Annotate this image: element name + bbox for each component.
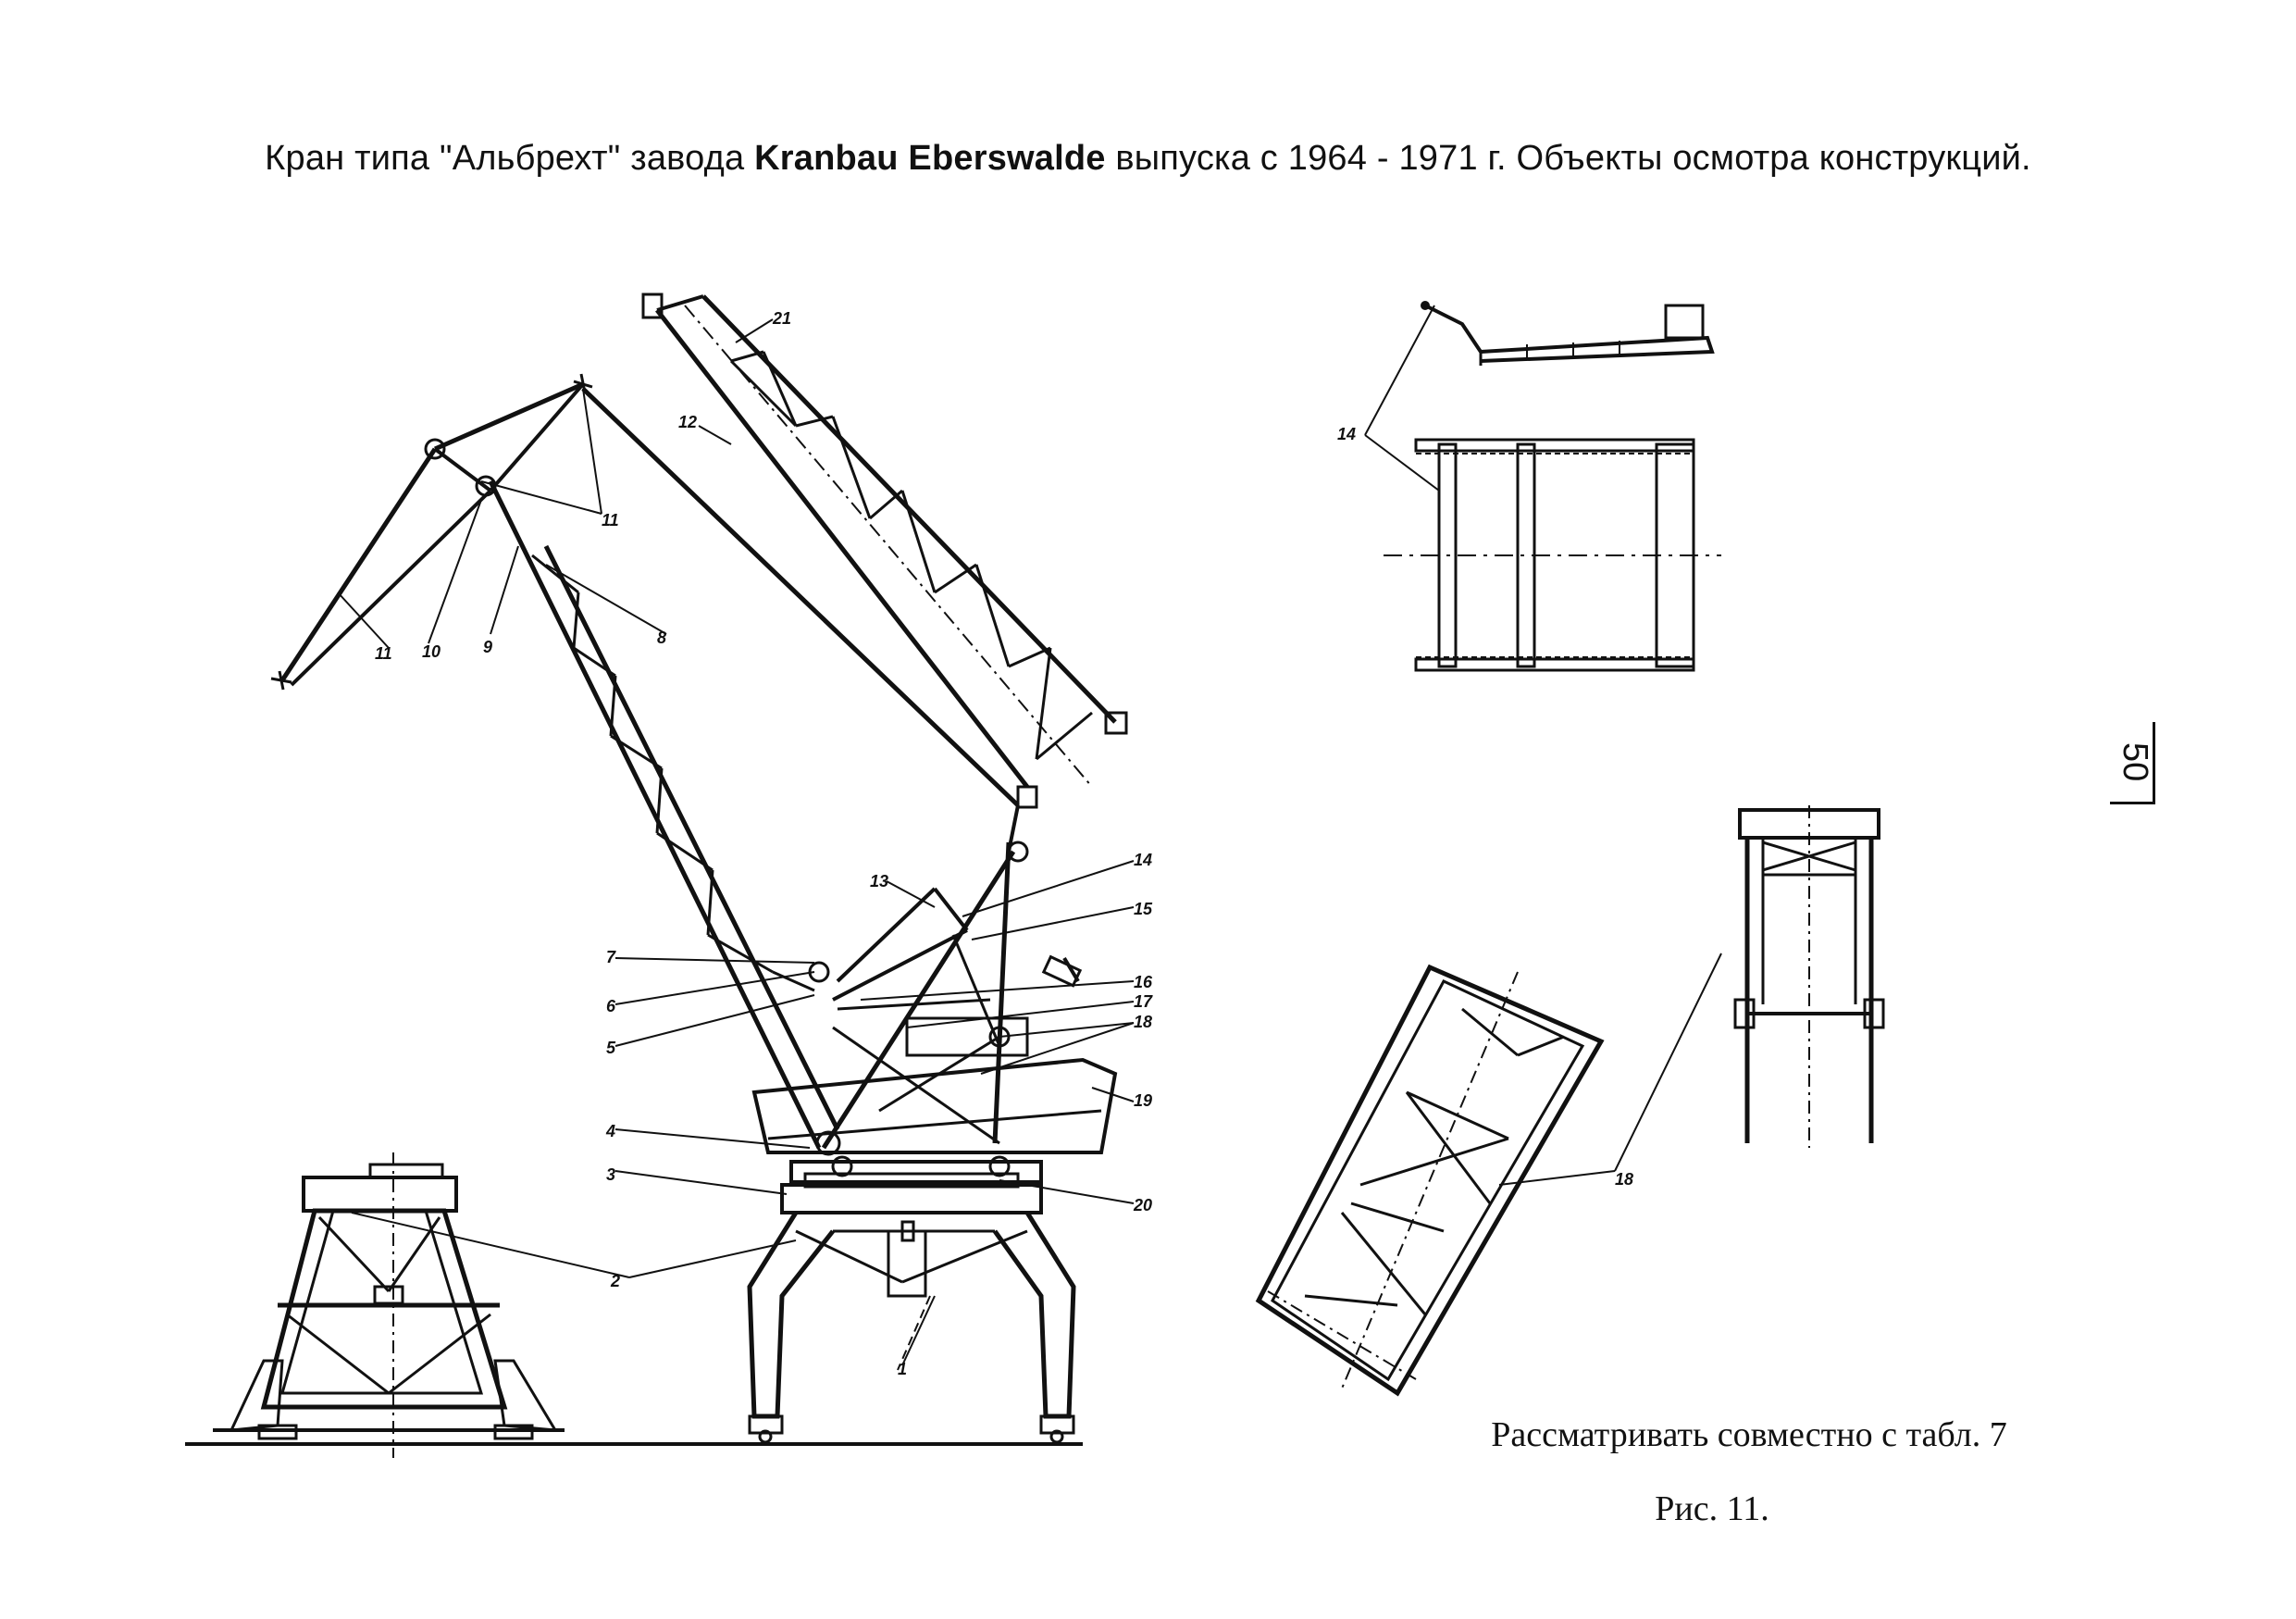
callout-1: 1 xyxy=(898,1360,908,1378)
counter-jib xyxy=(643,294,1126,807)
detail-tilted-frame xyxy=(1259,967,1601,1393)
figure-caption: Рис. 11. xyxy=(1655,1489,1769,1528)
page-number-text: 50 xyxy=(2116,742,2154,782)
callout-numbers xyxy=(375,309,1633,1378)
callout-21: 21 xyxy=(773,309,792,328)
title-part-1: Кран типа "Альбрехт" завода xyxy=(265,139,755,178)
callout-7: 7 xyxy=(606,948,616,966)
callout-18-detail: 18 xyxy=(1615,1170,1634,1189)
callout-9: 9 xyxy=(483,638,493,656)
callout-18: 18 xyxy=(1134,1013,1153,1031)
reference-note: Рассматривать совместно с табл. 7 xyxy=(1491,1415,2007,1454)
callout-12: 12 xyxy=(678,413,698,431)
callout-20: 20 xyxy=(1134,1196,1153,1214)
callout-10: 10 xyxy=(422,642,441,661)
callout-19: 19 xyxy=(1134,1091,1153,1110)
leader-lines xyxy=(338,305,1721,1365)
detail-vertical-frame xyxy=(1735,805,1883,1148)
callout-14-detail: 14 xyxy=(1337,425,1357,443)
title-part-2: выпуска с 1964 - 1971 г. Объекты осмотра конструкций. xyxy=(1105,139,2031,178)
callout-11-b: 11 xyxy=(602,511,619,529)
callout-11-a: 11 xyxy=(375,644,392,663)
callout-17: 17 xyxy=(1134,992,1153,1011)
pivot-point xyxy=(1421,301,1430,310)
callout-2: 2 xyxy=(611,1272,621,1290)
portal-front xyxy=(750,1174,1074,1442)
callout-15: 15 xyxy=(1134,900,1153,918)
callout-16: 16 xyxy=(1134,973,1153,991)
callout-14: 14 xyxy=(1134,851,1153,869)
callout-13: 13 xyxy=(870,872,889,890)
callout-6: 6 xyxy=(606,997,616,1015)
callout-5: 5 xyxy=(606,1039,616,1057)
detail-plan-view xyxy=(1384,440,1721,670)
portal-side-view xyxy=(213,1152,565,1458)
callout-3: 3 xyxy=(606,1165,616,1184)
detail-arm-elevation xyxy=(1421,301,1712,366)
callout-8: 8 xyxy=(657,629,667,647)
title-bold-manufacturer: Kranbau Eberswalde xyxy=(754,139,1106,178)
callout-4: 4 xyxy=(606,1122,616,1140)
